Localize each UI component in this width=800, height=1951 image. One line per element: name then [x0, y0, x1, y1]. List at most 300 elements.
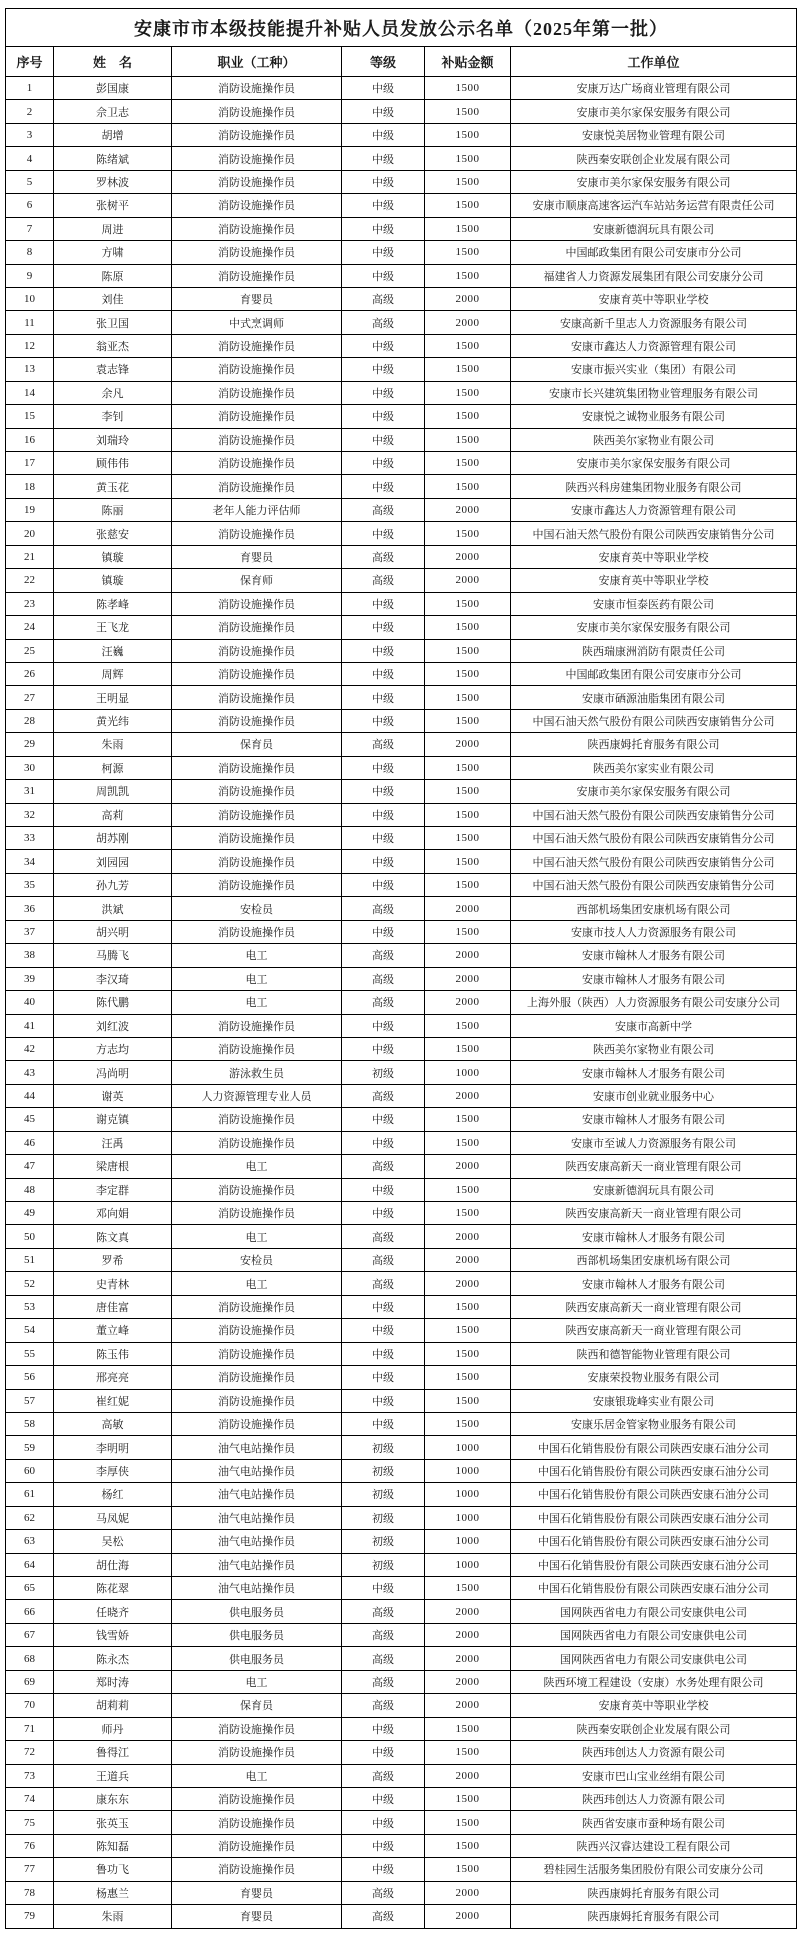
- amount-cell: 1500: [425, 358, 511, 381]
- occupation-cell: 电工: [172, 1155, 342, 1178]
- occupation-cell: 消防设施操作员: [172, 1834, 342, 1857]
- table-row: [6, 123, 797, 146]
- serial-cell: 46: [6, 1131, 54, 1154]
- name-cell: 胡增: [54, 123, 172, 146]
- name-cell: 鲁得江: [54, 1741, 172, 1764]
- level-cell: 中级: [342, 147, 425, 170]
- amount-cell: 1500: [425, 170, 511, 193]
- occupation-cell: 消防设施操作员: [172, 194, 342, 217]
- name-cell: 方啸: [54, 241, 172, 264]
- occupation-cell: 油气电站操作员: [172, 1530, 342, 1553]
- table-row: [6, 1881, 797, 1904]
- name-cell: 高莉: [54, 803, 172, 826]
- name-cell: 胡兴明: [54, 920, 172, 943]
- employer-cell: 安康银珑峰实业有限公司: [511, 1389, 797, 1412]
- occupation-cell: 育婴员: [172, 1881, 342, 1904]
- level-cell: 高级: [342, 1225, 425, 1248]
- header-serial: 序号: [6, 47, 54, 77]
- employer-cell: 陕西玮创达人力资源有限公司: [511, 1741, 797, 1764]
- amount-cell: 2000: [425, 1155, 511, 1178]
- employer-cell: 安康市翰林人才服务有限公司: [511, 1061, 797, 1084]
- employer-cell: 碧桂园生活服务集团股份有限公司安康分公司: [511, 1858, 797, 1881]
- occupation-cell: 消防设施操作员: [172, 1811, 342, 1834]
- serial-cell: 78: [6, 1881, 54, 1904]
- employer-cell: 安康市硒源油脂集团有限公司: [511, 686, 797, 709]
- name-cell: 镇璇: [54, 545, 172, 568]
- occupation-cell: 消防设施操作员: [172, 1412, 342, 1435]
- occupation-cell: 消防设施操作员: [172, 475, 342, 498]
- employer-cell: 安康市巴山宝业丝绢有限公司: [511, 1764, 797, 1787]
- employer-cell: 陕西兴科房建集团物业服务有限公司: [511, 475, 797, 498]
- amount-cell: 1000: [425, 1459, 511, 1482]
- table-row: [6, 920, 797, 943]
- employer-cell: 中国石化销售股份有限公司陕西安康石油分公司: [511, 1436, 797, 1459]
- level-cell: 中级: [342, 77, 425, 100]
- table-row: [6, 1483, 797, 1506]
- name-cell: 余凡: [54, 381, 172, 404]
- occupation-cell: 消防设施操作员: [172, 100, 342, 123]
- employer-cell: 陕西安康高新天一商业管理有限公司: [511, 1202, 797, 1225]
- level-cell: 中级: [342, 405, 425, 428]
- name-cell: 崔红妮: [54, 1389, 172, 1412]
- name-cell: 张卫国: [54, 311, 172, 334]
- name-cell: 梁唐根: [54, 1155, 172, 1178]
- employer-cell: 安康市至诚人力资源服务有限公司: [511, 1131, 797, 1154]
- serial-cell: 33: [6, 827, 54, 850]
- table-row: [6, 1741, 797, 1764]
- table-row: [6, 1202, 797, 1225]
- occupation-cell: 电工: [172, 1225, 342, 1248]
- occupation-cell: 消防设施操作员: [172, 1741, 342, 1764]
- serial-cell: 38: [6, 944, 54, 967]
- table-row: [6, 1577, 797, 1600]
- employer-cell: 安康市美尔家保安服务有限公司: [511, 170, 797, 193]
- table-row: [6, 1155, 797, 1178]
- occupation-cell: 油气电站操作员: [172, 1483, 342, 1506]
- table-row: [6, 616, 797, 639]
- level-cell: 中级: [342, 1295, 425, 1318]
- amount-cell: 1500: [425, 522, 511, 545]
- level-cell: 中级: [342, 334, 425, 357]
- occupation-cell: 消防设施操作员: [172, 616, 342, 639]
- serial-cell: 72: [6, 1741, 54, 1764]
- level-cell: 高级: [342, 1694, 425, 1717]
- name-cell: 刘佳: [54, 287, 172, 310]
- amount-cell: 1500: [425, 452, 511, 475]
- employer-cell: 中国石化销售股份有限公司陕西安康石油分公司: [511, 1577, 797, 1600]
- employer-cell: 陕西康姆托育服务有限公司: [511, 733, 797, 756]
- table-row: [6, 850, 797, 873]
- serial-cell: 44: [6, 1084, 54, 1107]
- serial-cell: 31: [6, 780, 54, 803]
- level-cell: 中级: [342, 1717, 425, 1740]
- name-cell: 康东东: [54, 1787, 172, 1810]
- amount-cell: 2000: [425, 897, 511, 920]
- occupation-cell: 电工: [172, 944, 342, 967]
- employer-cell: 中国邮政集团有限公司安康市分公司: [511, 662, 797, 685]
- employer-cell: 陕西康姆托育服务有限公司: [511, 1881, 797, 1904]
- level-cell: 中级: [342, 639, 425, 662]
- occupation-cell: 消防设施操作员: [172, 1389, 342, 1412]
- occupation-cell: 老年人能力评估师: [172, 498, 342, 521]
- amount-cell: 2000: [425, 1905, 511, 1928]
- amount-cell: 1500: [425, 1717, 511, 1740]
- level-cell: 中级: [342, 616, 425, 639]
- serial-cell: 51: [6, 1248, 54, 1271]
- table-row: [6, 1694, 797, 1717]
- level-cell: 中级: [342, 803, 425, 826]
- serial-cell: 21: [6, 545, 54, 568]
- serial-cell: 15: [6, 405, 54, 428]
- employer-cell: 安康市高新中学: [511, 1014, 797, 1037]
- table-row: [6, 311, 797, 334]
- name-cell: 王道兵: [54, 1764, 172, 1787]
- table-row: [6, 264, 797, 287]
- serial-cell: 37: [6, 920, 54, 943]
- serial-cell: 7: [6, 217, 54, 240]
- name-cell: 陈永杰: [54, 1647, 172, 1670]
- serial-cell: 79: [6, 1905, 54, 1928]
- level-cell: 中级: [342, 827, 425, 850]
- employer-cell: 安康市翰林人才服务有限公司: [511, 967, 797, 990]
- name-cell: 顾伟伟: [54, 452, 172, 475]
- employer-cell: 安康悦之诚物业服务有限公司: [511, 405, 797, 428]
- level-cell: 中级: [342, 1014, 425, 1037]
- name-cell: 佘卫志: [54, 100, 172, 123]
- name-cell: 唐佳富: [54, 1295, 172, 1318]
- serial-cell: 35: [6, 873, 54, 896]
- table-row: [6, 686, 797, 709]
- occupation-cell: 消防设施操作员: [172, 1366, 342, 1389]
- serial-cell: 23: [6, 592, 54, 615]
- serial-cell: 9: [6, 264, 54, 287]
- amount-cell: 1500: [425, 1741, 511, 1764]
- level-cell: 中级: [342, 358, 425, 381]
- occupation-cell: 消防设施操作员: [172, 827, 342, 850]
- serial-cell: 53: [6, 1295, 54, 1318]
- serial-cell: 28: [6, 709, 54, 732]
- occupation-cell: 消防设施操作员: [172, 170, 342, 193]
- table-row: [6, 405, 797, 428]
- name-cell: 彭国康: [54, 77, 172, 100]
- amount-cell: 1500: [425, 920, 511, 943]
- employer-cell: 安康市长兴建筑集团物业管理服务有限公司: [511, 381, 797, 404]
- amount-cell: 1500: [425, 1577, 511, 1600]
- employer-cell: 安康市美尔家保安服务有限公司: [511, 616, 797, 639]
- occupation-cell: 油气电站操作员: [172, 1577, 342, 1600]
- serial-cell: 1: [6, 77, 54, 100]
- table-row: [6, 756, 797, 779]
- employer-cell: 安康新德润玩具有限公司: [511, 217, 797, 240]
- table-row: [6, 77, 797, 100]
- occupation-cell: 消防设施操作员: [172, 217, 342, 240]
- name-cell: 史青林: [54, 1272, 172, 1295]
- serial-cell: 6: [6, 194, 54, 217]
- occupation-cell: 消防设施操作员: [172, 1295, 342, 1318]
- name-cell: 张慈安: [54, 522, 172, 545]
- name-cell: 胡苏刚: [54, 827, 172, 850]
- table-row: [6, 1037, 797, 1060]
- name-cell: 陈绪斌: [54, 147, 172, 170]
- amount-cell: 1500: [425, 334, 511, 357]
- level-cell: 中级: [342, 381, 425, 404]
- level-cell: 中级: [342, 1178, 425, 1201]
- amount-cell: 1000: [425, 1483, 511, 1506]
- amount-cell: 2000: [425, 1670, 511, 1693]
- serial-cell: 57: [6, 1389, 54, 1412]
- level-cell: 高级: [342, 991, 425, 1014]
- table-row: [6, 194, 797, 217]
- level-cell: 高级: [342, 1764, 425, 1787]
- level-cell: 中级: [342, 850, 425, 873]
- level-cell: 中级: [342, 1412, 425, 1435]
- employer-cell: 福建省人力资源发展集团有限公司安康分公司: [511, 264, 797, 287]
- occupation-cell: 消防设施操作员: [172, 662, 342, 685]
- name-cell: 师丹: [54, 1717, 172, 1740]
- level-cell: 高级: [342, 1084, 425, 1107]
- employer-cell: 中国石油天然气股份有限公司陕西安康销售分公司: [511, 709, 797, 732]
- table-row: [6, 1530, 797, 1553]
- serial-cell: 55: [6, 1342, 54, 1365]
- occupation-cell: 消防设施操作员: [172, 686, 342, 709]
- amount-cell: 1500: [425, 686, 511, 709]
- name-cell: 周凯凯: [54, 780, 172, 803]
- level-cell: 高级: [342, 1670, 425, 1693]
- employer-cell: 安康万达广场商业管理有限公司: [511, 77, 797, 100]
- amount-cell: 2000: [425, 545, 511, 568]
- amount-cell: 1500: [425, 1131, 511, 1154]
- name-cell: 罗希: [54, 1248, 172, 1271]
- name-cell: 杨惠兰: [54, 1881, 172, 1904]
- serial-cell: 69: [6, 1670, 54, 1693]
- occupation-cell: 消防设施操作员: [172, 381, 342, 404]
- table-row: [6, 1366, 797, 1389]
- table-row: [6, 1131, 797, 1154]
- employer-cell: 陕西环境工程建设（安康）水务处理有限公司: [511, 1670, 797, 1693]
- name-cell: 王明显: [54, 686, 172, 709]
- serial-cell: 13: [6, 358, 54, 381]
- table-row: [6, 1623, 797, 1646]
- employer-cell: 安康市恒泰医药有限公司: [511, 592, 797, 615]
- employer-cell: 中国石化销售股份有限公司陕西安康石油分公司: [511, 1483, 797, 1506]
- table-row: [6, 662, 797, 685]
- amount-cell: 1500: [425, 428, 511, 451]
- employer-cell: 安康市翰林人才服务有限公司: [511, 944, 797, 967]
- amount-cell: 1500: [425, 475, 511, 498]
- level-cell: 初级: [342, 1553, 425, 1576]
- employer-cell: 安康育英中等职业学校: [511, 287, 797, 310]
- serial-cell: 67: [6, 1623, 54, 1646]
- name-cell: 冯尚明: [54, 1061, 172, 1084]
- table-row: [6, 733, 797, 756]
- serial-cell: 25: [6, 639, 54, 662]
- serial-cell: 3: [6, 123, 54, 146]
- name-cell: 刘瑞玲: [54, 428, 172, 451]
- name-cell: 王飞龙: [54, 616, 172, 639]
- amount-cell: 1500: [425, 850, 511, 873]
- table-row: [6, 827, 797, 850]
- employer-cell: 陕西瑞康洲消防有限责任公司: [511, 639, 797, 662]
- serial-cell: 24: [6, 616, 54, 639]
- amount-cell: 1500: [425, 592, 511, 615]
- name-cell: 陈花翠: [54, 1577, 172, 1600]
- table-row: [6, 1014, 797, 1037]
- occupation-cell: 消防设施操作员: [172, 592, 342, 615]
- serial-cell: 39: [6, 967, 54, 990]
- employer-cell: 安康育英中等职业学校: [511, 545, 797, 568]
- name-cell: 鲁功飞: [54, 1858, 172, 1881]
- table-row: [6, 1389, 797, 1412]
- table-row: [6, 1436, 797, 1459]
- employer-cell: 陕西美尔家实业有限公司: [511, 756, 797, 779]
- occupation-cell: 保育员: [172, 1694, 342, 1717]
- table-row: [6, 100, 797, 123]
- name-cell: 谢英: [54, 1084, 172, 1107]
- amount-cell: 1500: [425, 639, 511, 662]
- amount-cell: 2000: [425, 287, 511, 310]
- serial-cell: 14: [6, 381, 54, 404]
- employer-cell: 安康市翰林人才服务有限公司: [511, 1108, 797, 1131]
- occupation-cell: 供电服务员: [172, 1647, 342, 1670]
- level-cell: 初级: [342, 1436, 425, 1459]
- amount-cell: 2000: [425, 991, 511, 1014]
- serial-cell: 76: [6, 1834, 54, 1857]
- employer-cell: 安康市美尔家保安服务有限公司: [511, 100, 797, 123]
- serial-cell: 27: [6, 686, 54, 709]
- serial-cell: 66: [6, 1600, 54, 1623]
- name-cell: 李定群: [54, 1178, 172, 1201]
- occupation-cell: 消防设施操作员: [172, 756, 342, 779]
- amount-cell: 1500: [425, 1342, 511, 1365]
- serial-cell: 19: [6, 498, 54, 521]
- header-level: 等级: [342, 47, 425, 77]
- table-row: [6, 1717, 797, 1740]
- occupation-cell: 消防设施操作员: [172, 709, 342, 732]
- level-cell: 中级: [342, 428, 425, 451]
- level-cell: 中级: [342, 1577, 425, 1600]
- level-cell: 中级: [342, 1342, 425, 1365]
- level-cell: 中级: [342, 662, 425, 685]
- occupation-cell: 消防设施操作员: [172, 1319, 342, 1342]
- occupation-cell: 消防设施操作员: [172, 428, 342, 451]
- name-cell: 高敏: [54, 1412, 172, 1435]
- table-row: [6, 1108, 797, 1131]
- employer-cell: 中国石油天然气股份有限公司陕西安康销售分公司: [511, 827, 797, 850]
- employer-cell: 陕西秦安联创企业发展有限公司: [511, 1717, 797, 1740]
- amount-cell: 1500: [425, 405, 511, 428]
- name-cell: 朱雨: [54, 733, 172, 756]
- serial-cell: 65: [6, 1577, 54, 1600]
- employer-cell: 国网陕西省电力有限公司安康供电公司: [511, 1623, 797, 1646]
- table-row: [6, 1319, 797, 1342]
- employer-cell: 陕西省安康市蚕种场有限公司: [511, 1811, 797, 1834]
- amount-cell: 2000: [425, 1694, 511, 1717]
- amount-cell: 1500: [425, 264, 511, 287]
- amount-cell: 1500: [425, 1412, 511, 1435]
- serial-cell: 64: [6, 1553, 54, 1576]
- name-cell: 谢克镇: [54, 1108, 172, 1131]
- table-row: [6, 1905, 797, 1928]
- table-row: [6, 1600, 797, 1623]
- amount-cell: 1000: [425, 1553, 511, 1576]
- amount-cell: 1500: [425, 827, 511, 850]
- employer-cell: 安康市振兴实业（集团）有限公司: [511, 358, 797, 381]
- table-row: [6, 522, 797, 545]
- serial-cell: 17: [6, 452, 54, 475]
- subsidy-roster-table: [5, 8, 797, 1929]
- serial-cell: 30: [6, 756, 54, 779]
- table-row: [6, 709, 797, 732]
- amount-cell: 1500: [425, 1108, 511, 1131]
- name-cell: 翁亚杰: [54, 334, 172, 357]
- level-cell: 高级: [342, 1647, 425, 1670]
- table-row: [6, 1342, 797, 1365]
- serial-cell: 4: [6, 147, 54, 170]
- serial-cell: 8: [6, 241, 54, 264]
- name-cell: 吴松: [54, 1530, 172, 1553]
- amount-cell: 1500: [425, 1811, 511, 1834]
- amount-cell: 1500: [425, 147, 511, 170]
- occupation-cell: 消防设施操作员: [172, 241, 342, 264]
- level-cell: 高级: [342, 569, 425, 592]
- name-cell: 周辉: [54, 662, 172, 685]
- occupation-cell: 油气电站操作员: [172, 1553, 342, 1576]
- serial-cell: 11: [6, 311, 54, 334]
- table-row: [6, 1553, 797, 1576]
- amount-cell: 1500: [425, 616, 511, 639]
- name-cell: 陈丽: [54, 498, 172, 521]
- name-cell: 李厚侠: [54, 1459, 172, 1482]
- employer-cell: 安康育英中等职业学校: [511, 1694, 797, 1717]
- serial-cell: 36: [6, 897, 54, 920]
- amount-cell: 1000: [425, 1530, 511, 1553]
- level-cell: 中级: [342, 756, 425, 779]
- occupation-cell: 消防设施操作员: [172, 1342, 342, 1365]
- occupation-cell: 消防设施操作员: [172, 920, 342, 943]
- employer-cell: 陕西美尔家物业有限公司: [511, 428, 797, 451]
- serial-cell: 32: [6, 803, 54, 826]
- serial-cell: 61: [6, 1483, 54, 1506]
- serial-cell: 2: [6, 100, 54, 123]
- name-cell: 周进: [54, 217, 172, 240]
- name-cell: 董立峰: [54, 1319, 172, 1342]
- page-title: 安康市市本级技能提升补贴人员发放公示名单（2025年第一批）: [6, 9, 797, 47]
- occupation-cell: 供电服务员: [172, 1623, 342, 1646]
- occupation-cell: 育婴员: [172, 287, 342, 310]
- name-cell: 陈孝峰: [54, 592, 172, 615]
- occupation-cell: 消防设施操作员: [172, 1787, 342, 1810]
- amount-cell: 1000: [425, 1061, 511, 1084]
- level-cell: 中级: [342, 452, 425, 475]
- table-row: [6, 780, 797, 803]
- level-cell: 中级: [342, 170, 425, 193]
- employer-cell: 安康市创业就业服务中心: [511, 1084, 797, 1107]
- level-cell: 中级: [342, 592, 425, 615]
- table-row: [6, 287, 797, 310]
- amount-cell: 1500: [425, 803, 511, 826]
- serial-cell: 42: [6, 1037, 54, 1060]
- serial-cell: 54: [6, 1319, 54, 1342]
- level-cell: 高级: [342, 1905, 425, 1928]
- name-cell: 陈文真: [54, 1225, 172, 1248]
- amount-cell: 1500: [425, 217, 511, 240]
- table-row: [6, 1178, 797, 1201]
- table-row: [6, 334, 797, 357]
- amount-cell: 1500: [425, 381, 511, 404]
- employer-cell: 安康市顺康高速客运汽车站站务运营有限责任公司: [511, 194, 797, 217]
- table-row: [6, 944, 797, 967]
- employer-cell: 陕西安康高新天一商业管理有限公司: [511, 1319, 797, 1342]
